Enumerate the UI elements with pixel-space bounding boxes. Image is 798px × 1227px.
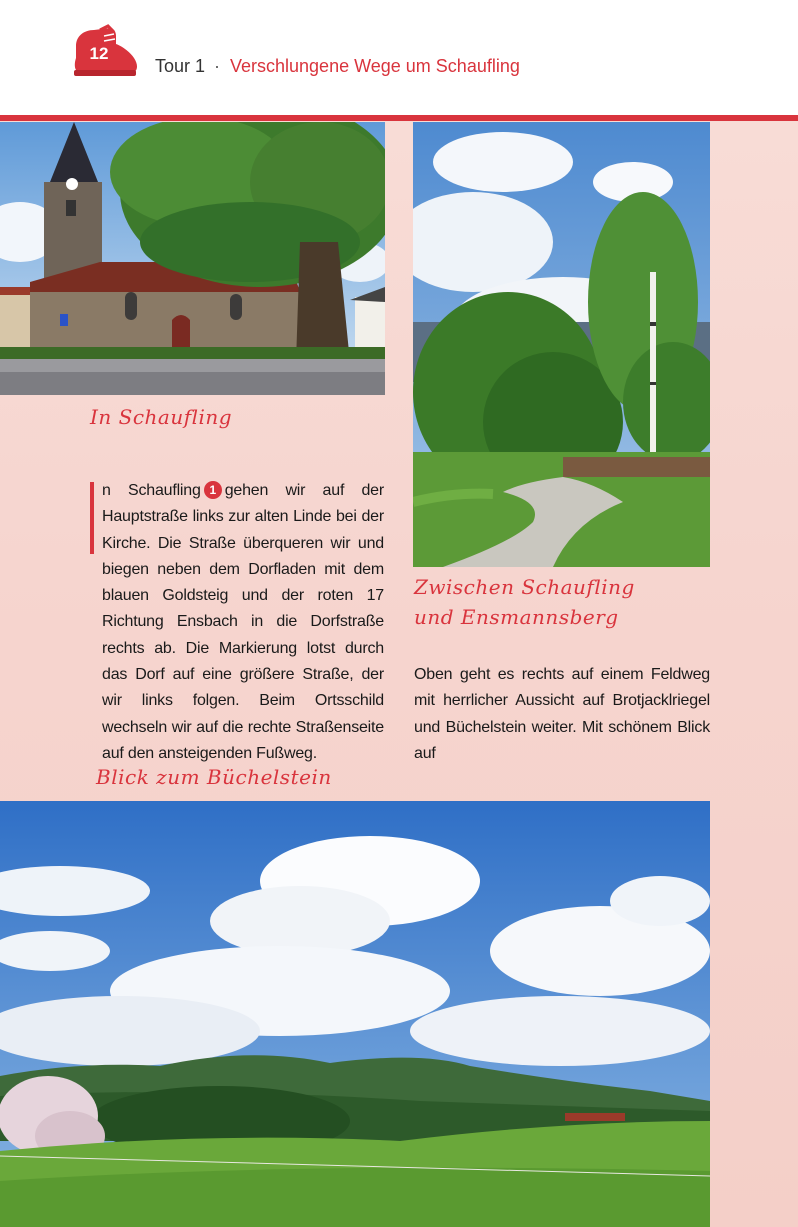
header-separator: · [214, 56, 220, 76]
body-text-right: Oben geht es rechts auf einem Feldweg mit herrlicher Aussicht auf Brotjacklriegel und Büchelstein weiter. Mit schönem Blick auf [414, 666, 710, 762]
intro-text: n Schaufling [102, 482, 201, 499]
caption-panorama: Blick zum Büchelstein [96, 765, 332, 789]
body-text-left [102, 478, 384, 767]
tour-title: Verschlungene Wege um Schaufling [230, 56, 520, 76]
left-paragraph: gehen wir auf der Hauptstraße links zur alten Linde bei der Kirche. Die Straße überqueren wir und biegen neben dem Dorfladen mit dem blauen Goldsteig und der roten 17 Richtung Ensbach in die Dorfstraße rechts ab. Die Markierung lotst durch das Dorf auf eine größere Straße, der wir links folgen. Beim Ortsschild wechseln wir auf die rechte Straßenseite auf den ansteigenden Fußweg. [102, 482, 384, 762]
caption-path-line2: und Ensmannsberg [414, 605, 619, 629]
page-number: 12 [89, 44, 109, 63]
birch-path-photo [413, 122, 710, 567]
caption-path-line1: Zwischen Schaufling [414, 575, 635, 599]
tour-label: Tour 1 [155, 56, 206, 76]
page-header [0, 0, 798, 118]
header-rule [0, 115, 798, 121]
drop-cap-rule [90, 482, 94, 554]
church-linden-photo [0, 122, 385, 395]
caption-church: In Schaufling [90, 405, 233, 429]
mountain-panorama-photo [0, 801, 710, 1227]
waypoint-marker: 1 [204, 481, 222, 499]
